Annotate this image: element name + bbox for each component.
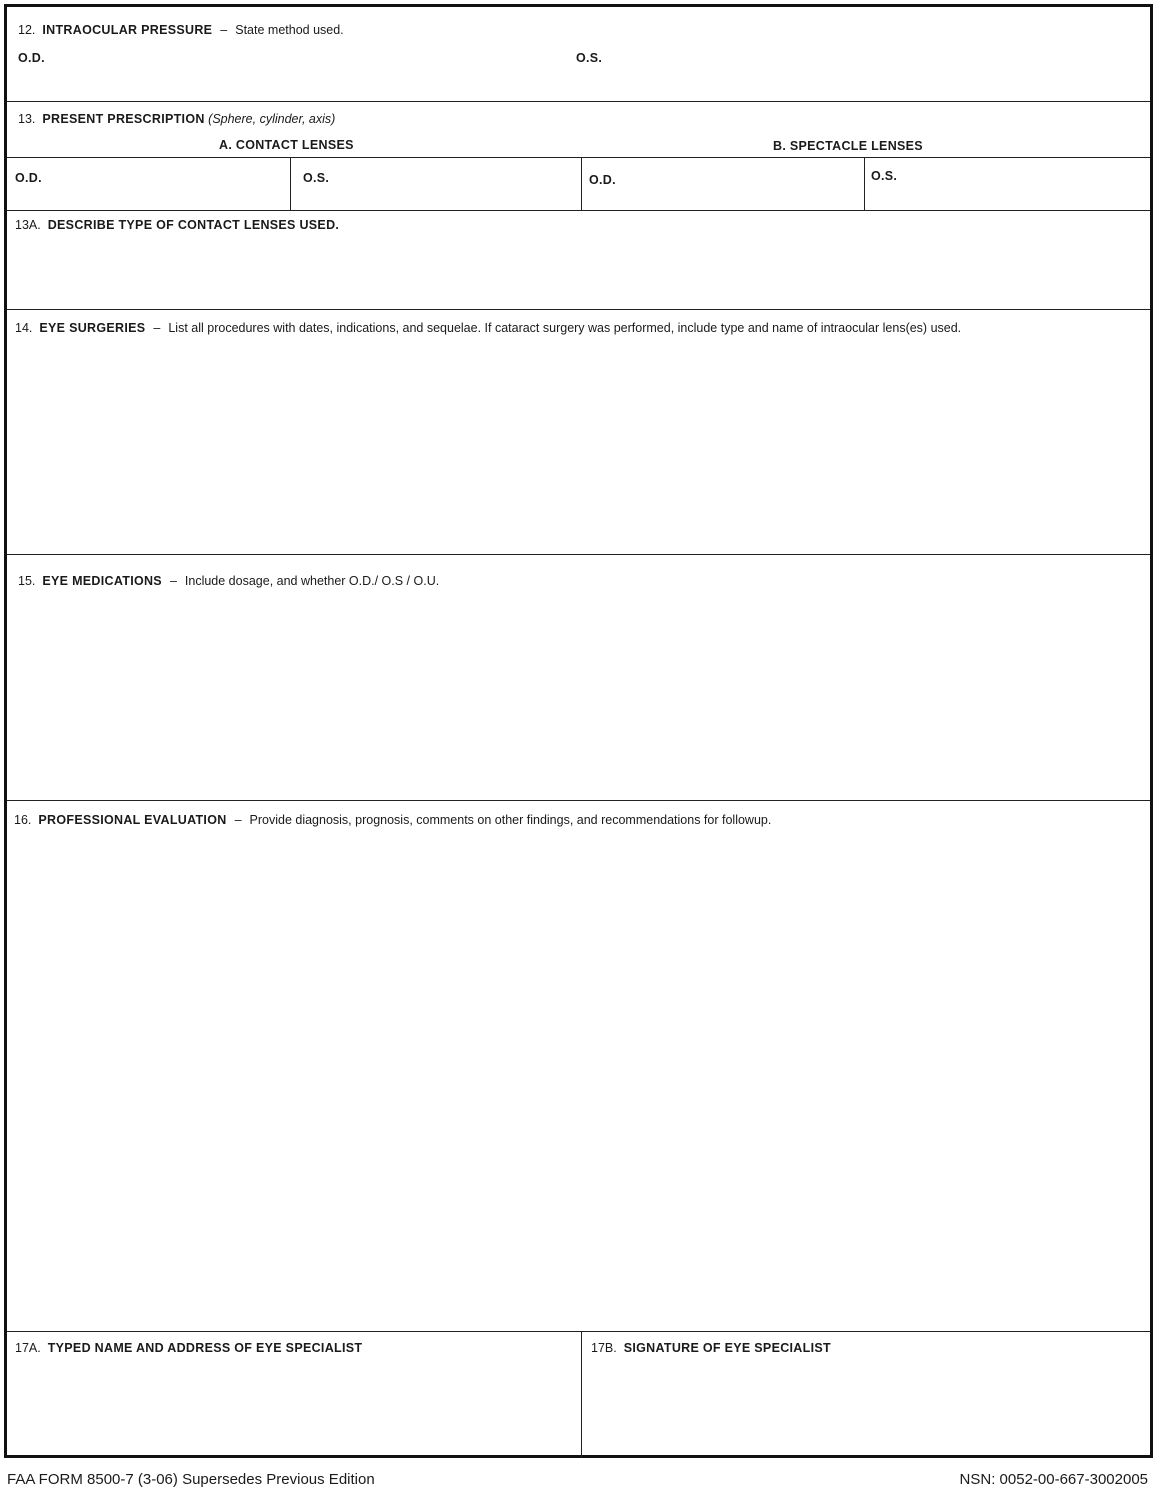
spectacle-od-label: O.D.	[589, 173, 616, 187]
professional-evaluation-field[interactable]	[9, 835, 1149, 1325]
sec13a-heading: 13A. DESCRIBE TYPE OF CONTACT LENSES USED.	[15, 218, 340, 232]
divider	[864, 157, 865, 210]
divider	[7, 210, 1150, 211]
divider	[7, 157, 1150, 158]
divider	[7, 1331, 1150, 1332]
sec13-heading: 13. PRESENT PRESCRIPTION (Sphere, cylinder, axis)	[18, 112, 336, 126]
specialist-signature-field[interactable]	[587, 1361, 1147, 1453]
spectacle-os-label: O.S.	[871, 169, 898, 183]
spectacle-lenses-header: B. SPECTACLE LENSES	[773, 139, 923, 153]
sec14-heading: 14. EYE SURGERIES – List all procedures with dates, indications, and sequelae. If cataract surgery was performed, include type and name of intraocular lens(es) used.	[15, 321, 962, 335]
sec17a-heading: 17A. TYPED NAME AND ADDRESS OF EYE SPECIALIST	[15, 1341, 363, 1355]
eye-evaluation-form	[4, 4, 1153, 1458]
sec17b-heading: 17B. SIGNATURE OF EYE SPECIALIST	[591, 1341, 831, 1355]
sec12-os-field[interactable]	[627, 47, 1127, 97]
form-identifier: FAA FORM 8500-7 (3-06) Supersedes Previous Edition	[7, 1471, 375, 1488]
eye-medications-field[interactable]	[9, 595, 1149, 795]
eye-surgeries-field[interactable]	[9, 341, 1149, 551]
divider	[7, 309, 1150, 310]
divider	[581, 1331, 582, 1458]
sec12-od-label: O.D.	[18, 51, 45, 65]
spectacle-os-field[interactable]	[868, 187, 1148, 209]
sec15-heading: 15. EYE MEDICATIONS – Include dosage, and whether O.D./ O.S / O.U.	[18, 574, 440, 588]
contact-lens-type-field[interactable]	[9, 237, 1149, 307]
divider	[7, 800, 1150, 801]
spectacle-od-field[interactable]	[585, 189, 861, 209]
contact-od-label: O.D.	[15, 171, 42, 185]
divider	[7, 554, 1150, 555]
contact-lenses-header: A. CONTACT LENSES	[219, 138, 354, 152]
divider	[581, 157, 582, 210]
divider	[7, 101, 1150, 102]
sec12-od-field[interactable]	[67, 47, 547, 97]
sec16-heading: 16. PROFESSIONAL EVALUATION – Provide diagnosis, prognosis, comments on other findings, and recommendations for followup.	[14, 813, 772, 827]
specialist-name-address-field[interactable]	[9, 1361, 575, 1453]
contact-od-field[interactable]	[9, 187, 287, 209]
contact-os-field[interactable]	[294, 187, 578, 209]
divider	[290, 157, 291, 210]
contact-os-label: O.S.	[303, 171, 330, 185]
nsn-number: NSN: 0052-00-667-3002005	[959, 1471, 1148, 1488]
sec12-os-label: O.S.	[576, 51, 603, 65]
sec12-heading: 12. INTRAOCULAR PRESSURE – State method used.	[18, 23, 344, 37]
